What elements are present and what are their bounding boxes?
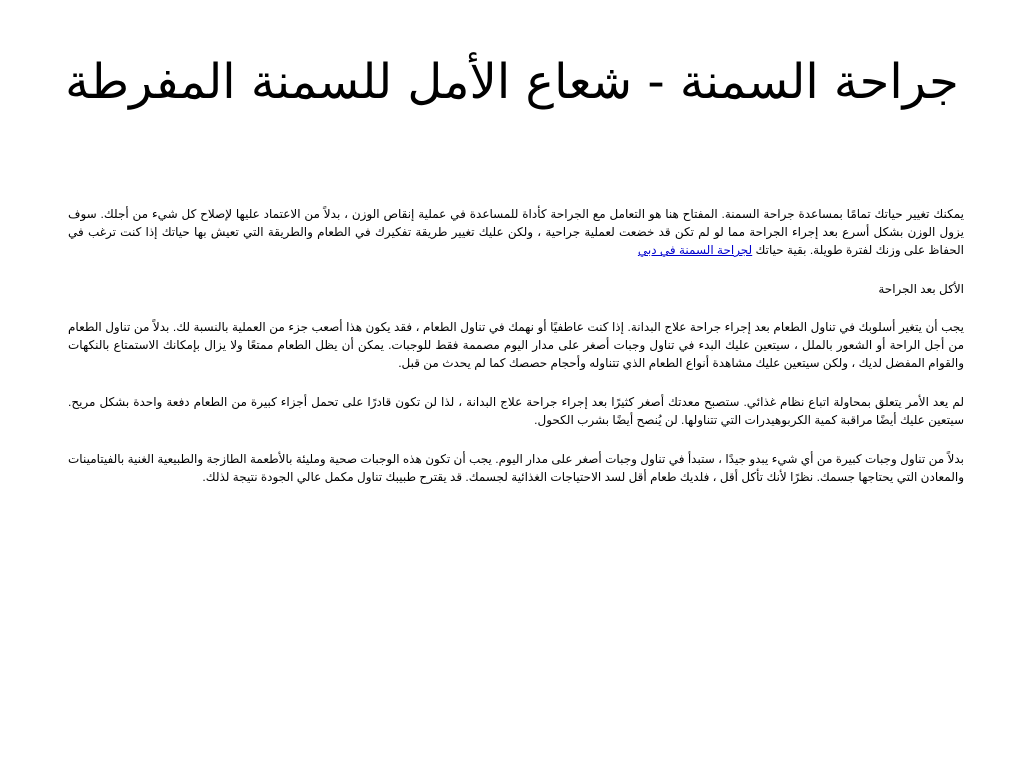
page-title: جراحة السمنة - شعاع الأمل للسمنة المفرطة (65, 54, 959, 110)
content-body (68, 205, 964, 507)
intro-paragraph (68, 205, 964, 259)
small-meals-paragraph: بدلاً من تناول وجبات كبيرة من أي شيء يبدو جيدًا ، ستبدأ في تناول وجبات أصغر على مدار اليوم. يجب أن تكون هذه الوجبات صحية ومليئة بالأطعمة الطازجة والطبيعية الغنية بالفيتامينات والمعادن التي يحتاجها جسمك. نظرًا لأنك تأكل أقل ، فلديك طعام أقل لسد الاحتياجات الغذائية لجسمك. قد يقترح طبيبك تناول مكمل عالي الجودة نتيجة لذلك. (68, 452, 964, 484)
intro-text: يمكنك تغيير حياتك تمامًا بمساعدة جراحة السمنة. المفتاح هنا هو التعامل مع الجراحة كأداة للمساعدة في عملية إنقاص الوزن ، بدلاً من الاعتماد عليها لإصلاح كل شيء من أجلك. سوف يزول الوزن بشكل أسرع بعد إجراء الجراحة مما لو لم تكن قد خضعت لعملية جراحية ، ولكن عليك تغيير طريقة تفكيرك في الطعام والطريقة التي تعيش بها حياتك إذا كنت ترغب في الحفاظ على وزنك لفترة طويلة. بقية حياتك (68, 207, 964, 257)
eating-habits-paragraph: يجب أن يتغير أسلوبك في تناول الطعام بعد إجراء جراحة علاج البدانة. إذا كنت عاطفيًا أو نهمك في تناول الطعام ، فقد يكون هذا أصعب جزء من العملية بالنسبة لك. بدلاً من تناول الطعام من أجل الراحة أو الشعور بالملل ، سيتعين عليك البدء في تناول وجبات أصغر على مدار اليوم مصممة فقط للوجبات. يمكن أن يظل الطعام ممتعًا ولا يزال بإمكانك الاستمتاع بالنكهات والقوام المفضل لديك ، ولكن سيتعين عليك مشاهدة أنواع الطعام الذي تتناوله وأحجام حصصك كما لم يحدث من قبل. (68, 320, 964, 370)
diet-paragraph: لم يعد الأمر يتعلق بمحاولة اتباع نظام غذائي. ستصبح معدتك أصغر كثيرًا بعد إجراء جراحة علاج البدانة ، لذا لن تكون قادرًا على تحمل أجزاء كبيرة من الطعام دفعة واحدة بشكل مريح. سيتعين عليك أيضًا مراقبة كمية الكربوهيدرات التي تتناولها. لن يُنصح أيضًا بشرب الكحول. (68, 395, 964, 427)
dubai-surgery-link[interactable]: لجراحة السمنة في دبي (637, 243, 753, 257)
section-heading: الأكل بعد الجراحة (878, 282, 964, 296)
